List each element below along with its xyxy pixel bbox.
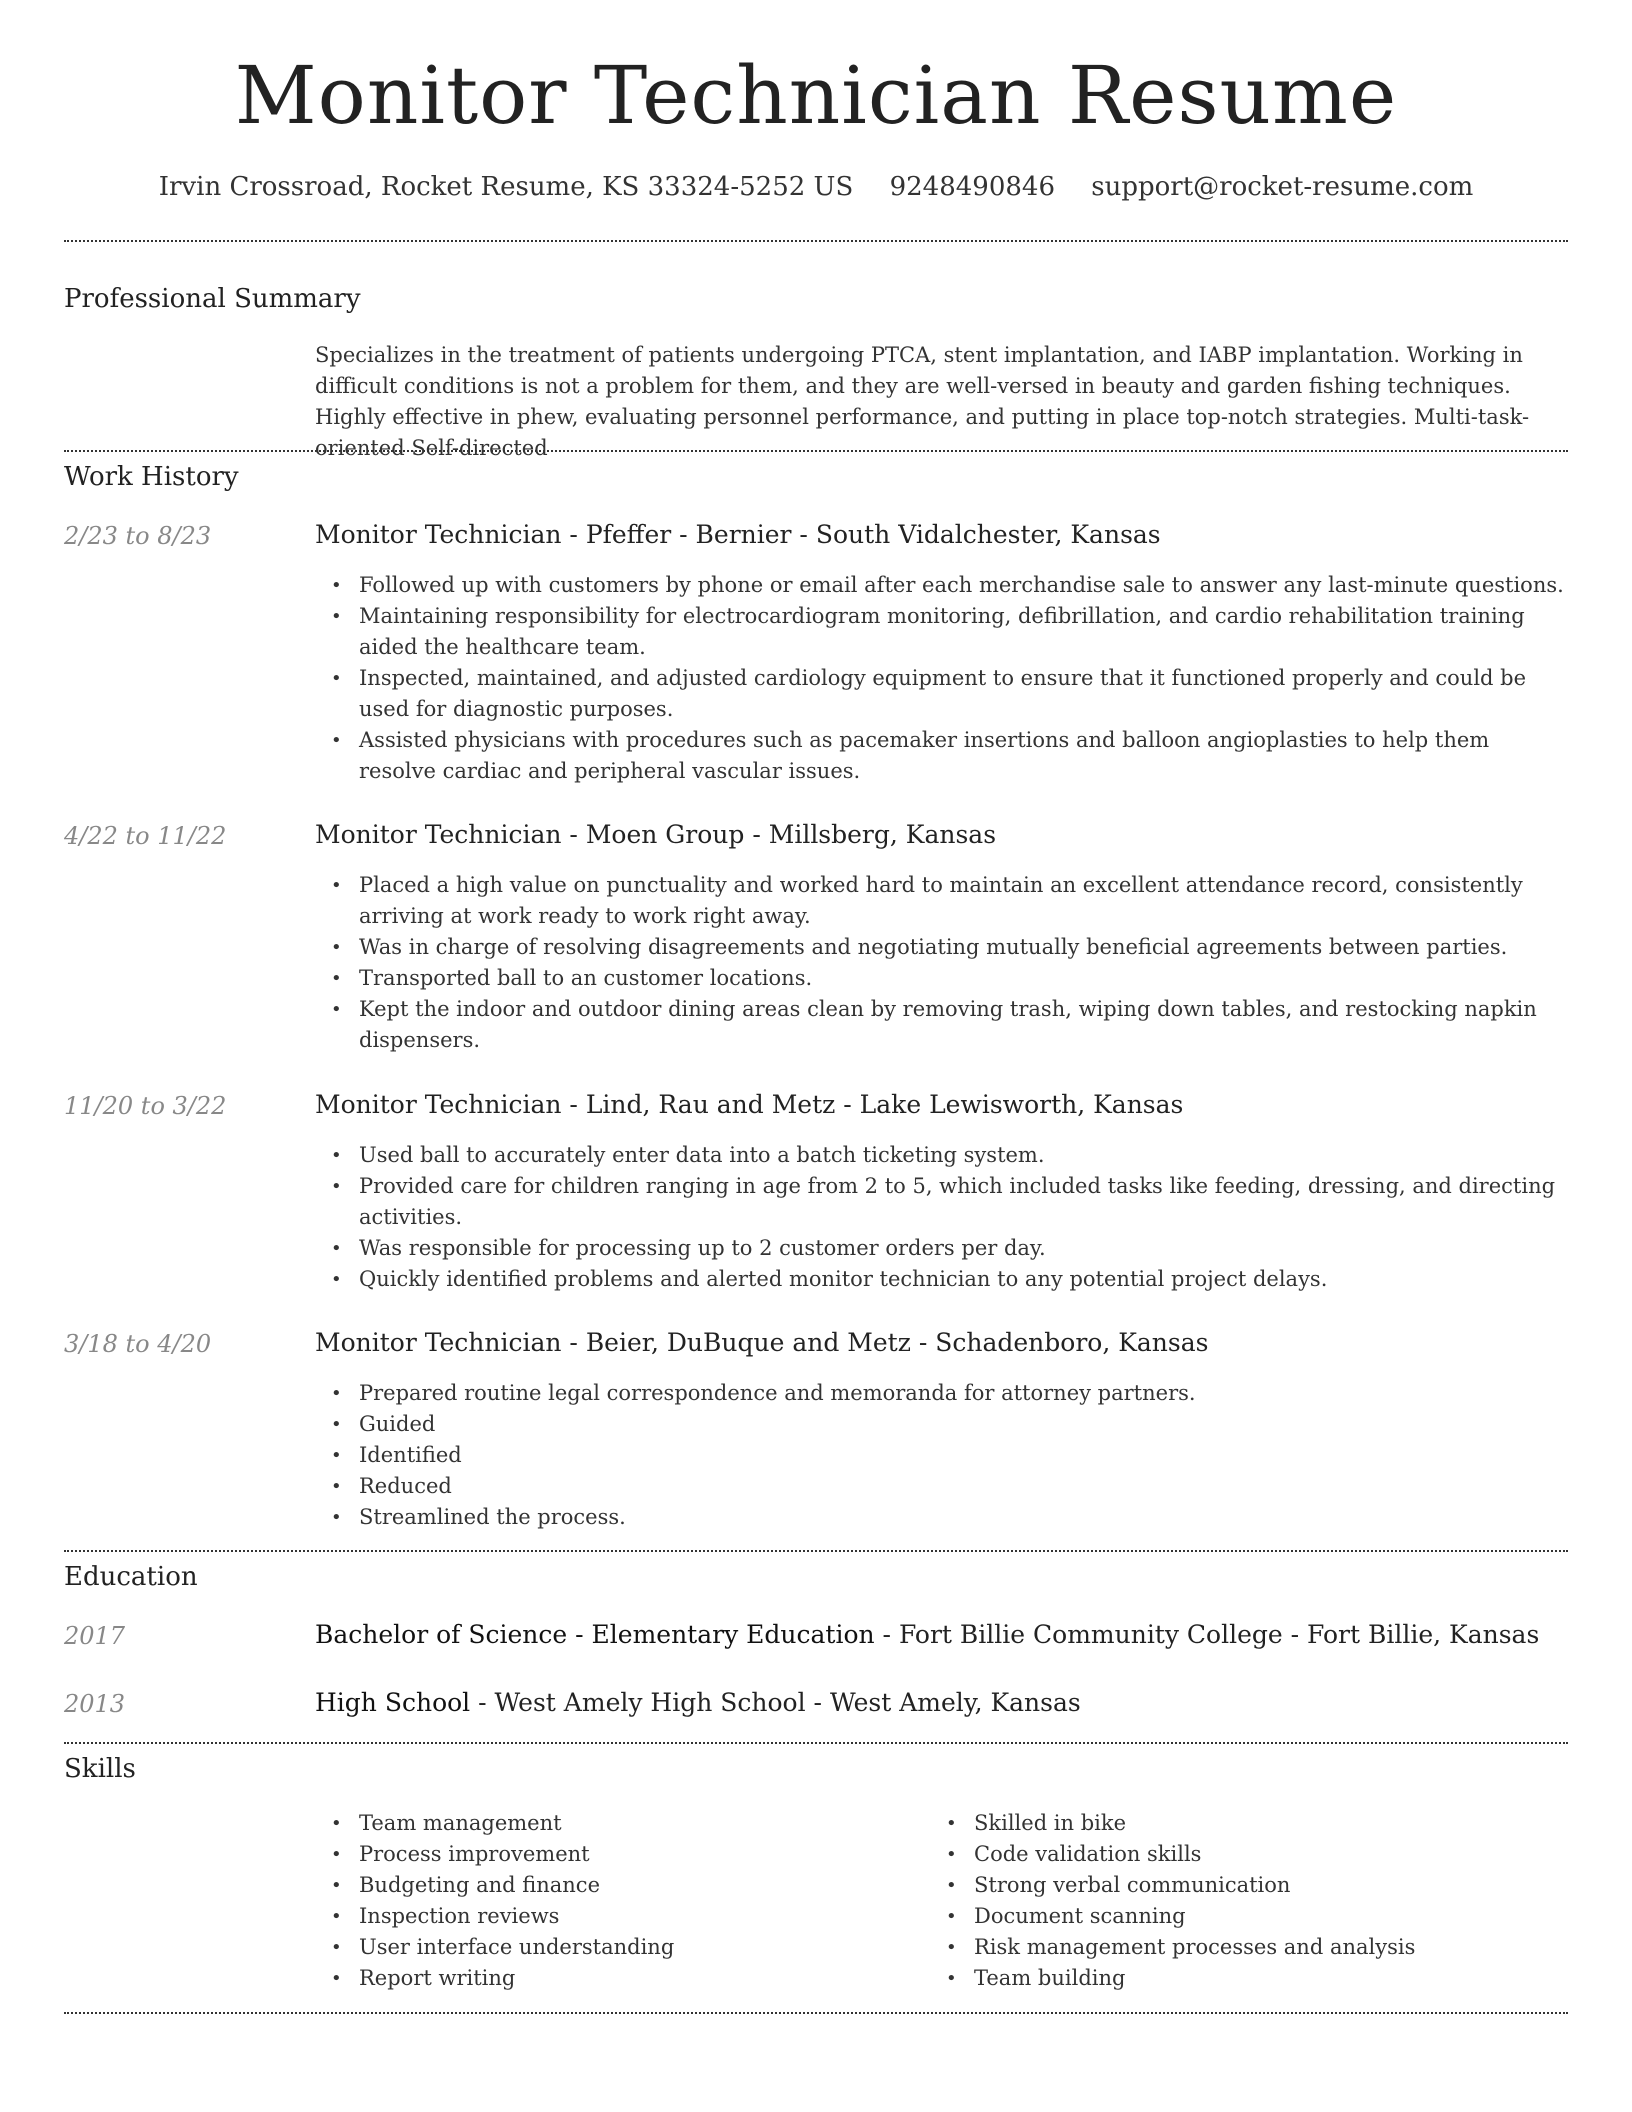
list-item: • Was responsible for processing up to 2 customer orders per day. (315, 1233, 1568, 1264)
job-date: 2/23 to 8/23 (64, 522, 212, 550)
contact-line (0, 172, 1632, 203)
list-item: • Followed up with customers by phone or email after each merchandise sale to answer any last-minute questions. (315, 570, 1568, 601)
job-title: Monitor Technician - Beier, DuBuque and Metz - Schadenboro, Kansas (315, 1328, 1209, 1357)
education-entry (315, 1620, 1568, 1650)
list-item: • Prepared routine legal correspondence and memoranda for attorney partners. (315, 1378, 1568, 1409)
job-bullets (315, 570, 1568, 787)
list-item: • Quickly identified problems and alerted monitor technician to any potential project delays. (315, 1264, 1568, 1295)
skill-item: • Code validation skills (930, 1839, 1568, 1870)
divider (64, 1742, 1568, 1744)
job-bullets (315, 1378, 1568, 1533)
section-heading-skills: Skills (64, 1754, 136, 1784)
section-heading-education: Education (64, 1562, 198, 1592)
education-date: 2017 (64, 1622, 126, 1650)
job-date: 4/22 to 11/22 (64, 822, 227, 850)
section-heading-summary: Professional Summary (64, 284, 361, 314)
skill-item: • Skilled in bike (930, 1808, 1568, 1839)
list-item: • Kept the indoor and outdoor dining areas clean by removing trash, wiping down tables, and restocking napkin dispensers. (315, 994, 1568, 1056)
job-date: 3/18 to 4/20 (64, 1330, 212, 1358)
list-item: • Reduced (315, 1471, 1568, 1502)
list-item: • Placed a high value on punctuality and worked hard to maintain an excellent attendance record, consistently arriving at work ready to work right away. (315, 870, 1568, 932)
job-date: 11/20 to 3/22 (64, 1092, 227, 1120)
job-bullets (315, 1140, 1568, 1295)
job-title: Monitor Technician - Lind, Rau and Metz - Lake Lewisworth, Kansas (315, 1090, 1184, 1119)
divider (64, 450, 1568, 452)
divider (64, 240, 1568, 242)
education-details: - West Amely High School - West Amely, Kansas (470, 1688, 1081, 1717)
list-item: • Used ball to accurately enter data into a batch ticketing system. (315, 1140, 1568, 1171)
contact-phone: 9248490846 (889, 172, 1055, 202)
contact-email[interactable]: support@rocket-resume.com (1091, 172, 1474, 202)
education-entry (315, 1688, 1568, 1718)
skill-item: • Team management (315, 1808, 915, 1839)
list-item: • Was in charge of resolving disagreements and negotiating mutually beneficial agreements between parties. (315, 932, 1568, 963)
list-item: • Transported ball to an customer locations. (315, 963, 1568, 994)
list-item: • Inspected, maintained, and adjusted cardiology equipment to ensure that it functioned properly and could be used for diagnostic purposes. (315, 663, 1568, 725)
skill-item: • Budgeting and finance (315, 1870, 915, 1901)
divider (64, 2012, 1568, 2014)
education-details: - Fort Billie Community College - Fort Billie, Kansas (874, 1620, 1540, 1649)
skills-list-right (930, 1808, 1568, 1994)
contact-address: Irvin Crossroad, Rocket Resume, KS 33324-5252 US (158, 172, 854, 202)
list-item: • Maintaining responsibility for electrocardiogram monitoring, defibrillation, and cardio rehabilitation training aided the healthcare team. (315, 601, 1568, 663)
summary-text: Specializes in the treatment of patients undergoing PTCA, stent implantation, and IABP implantation. Working in difficult conditions is not a problem for them, and they are well-versed in beauty and garden fishing techniques. Highly effective in phew, evaluating personnel performance, and putting in place top-notch strategies. Multi-task-oriented Self-directed (315, 343, 1530, 460)
skill-item: • User interface understanding (315, 1932, 915, 1963)
resume-title: Monitor Technician Resume (234, 49, 1398, 142)
list-item: • Streamlined the process. (315, 1502, 1568, 1533)
job-title: Monitor Technician - Moen Group - Millsberg, Kansas (315, 820, 997, 849)
education-degree: Bachelor of Science - Elementary Education (315, 1620, 875, 1649)
divider (64, 1550, 1568, 1552)
job-title: Monitor Technician - Pfeffer - Bernier - South Vidalchester, Kansas (315, 520, 1161, 549)
skill-item: • Inspection reviews (315, 1901, 915, 1932)
skill-item: • Risk management processes and analysis (930, 1932, 1568, 1963)
skill-item: • Process improvement (315, 1839, 915, 1870)
skill-item: • Document scanning (930, 1901, 1568, 1932)
skill-item: • Report writing (315, 1963, 915, 1994)
list-item: • Provided care for children ranging in age from 2 to 5, which included tasks like feeding, dressing, and directing activities. (315, 1171, 1568, 1233)
education-degree: High School (315, 1688, 471, 1717)
list-item: • Identified (315, 1440, 1568, 1471)
list-item: • Assisted physicians with procedures such as pacemaker insertions and balloon angioplasties to help them resolve cardiac and peripheral vascular issues. (315, 725, 1568, 787)
skill-item: • Team building (930, 1963, 1568, 1994)
job-bullets (315, 870, 1568, 1056)
education-date: 2013 (64, 1690, 126, 1718)
list-item: • Guided (315, 1409, 1568, 1440)
skills-list-left (315, 1808, 915, 1994)
skill-item: • Strong verbal communication (930, 1870, 1568, 1901)
section-heading-work-history: Work History (64, 462, 239, 492)
